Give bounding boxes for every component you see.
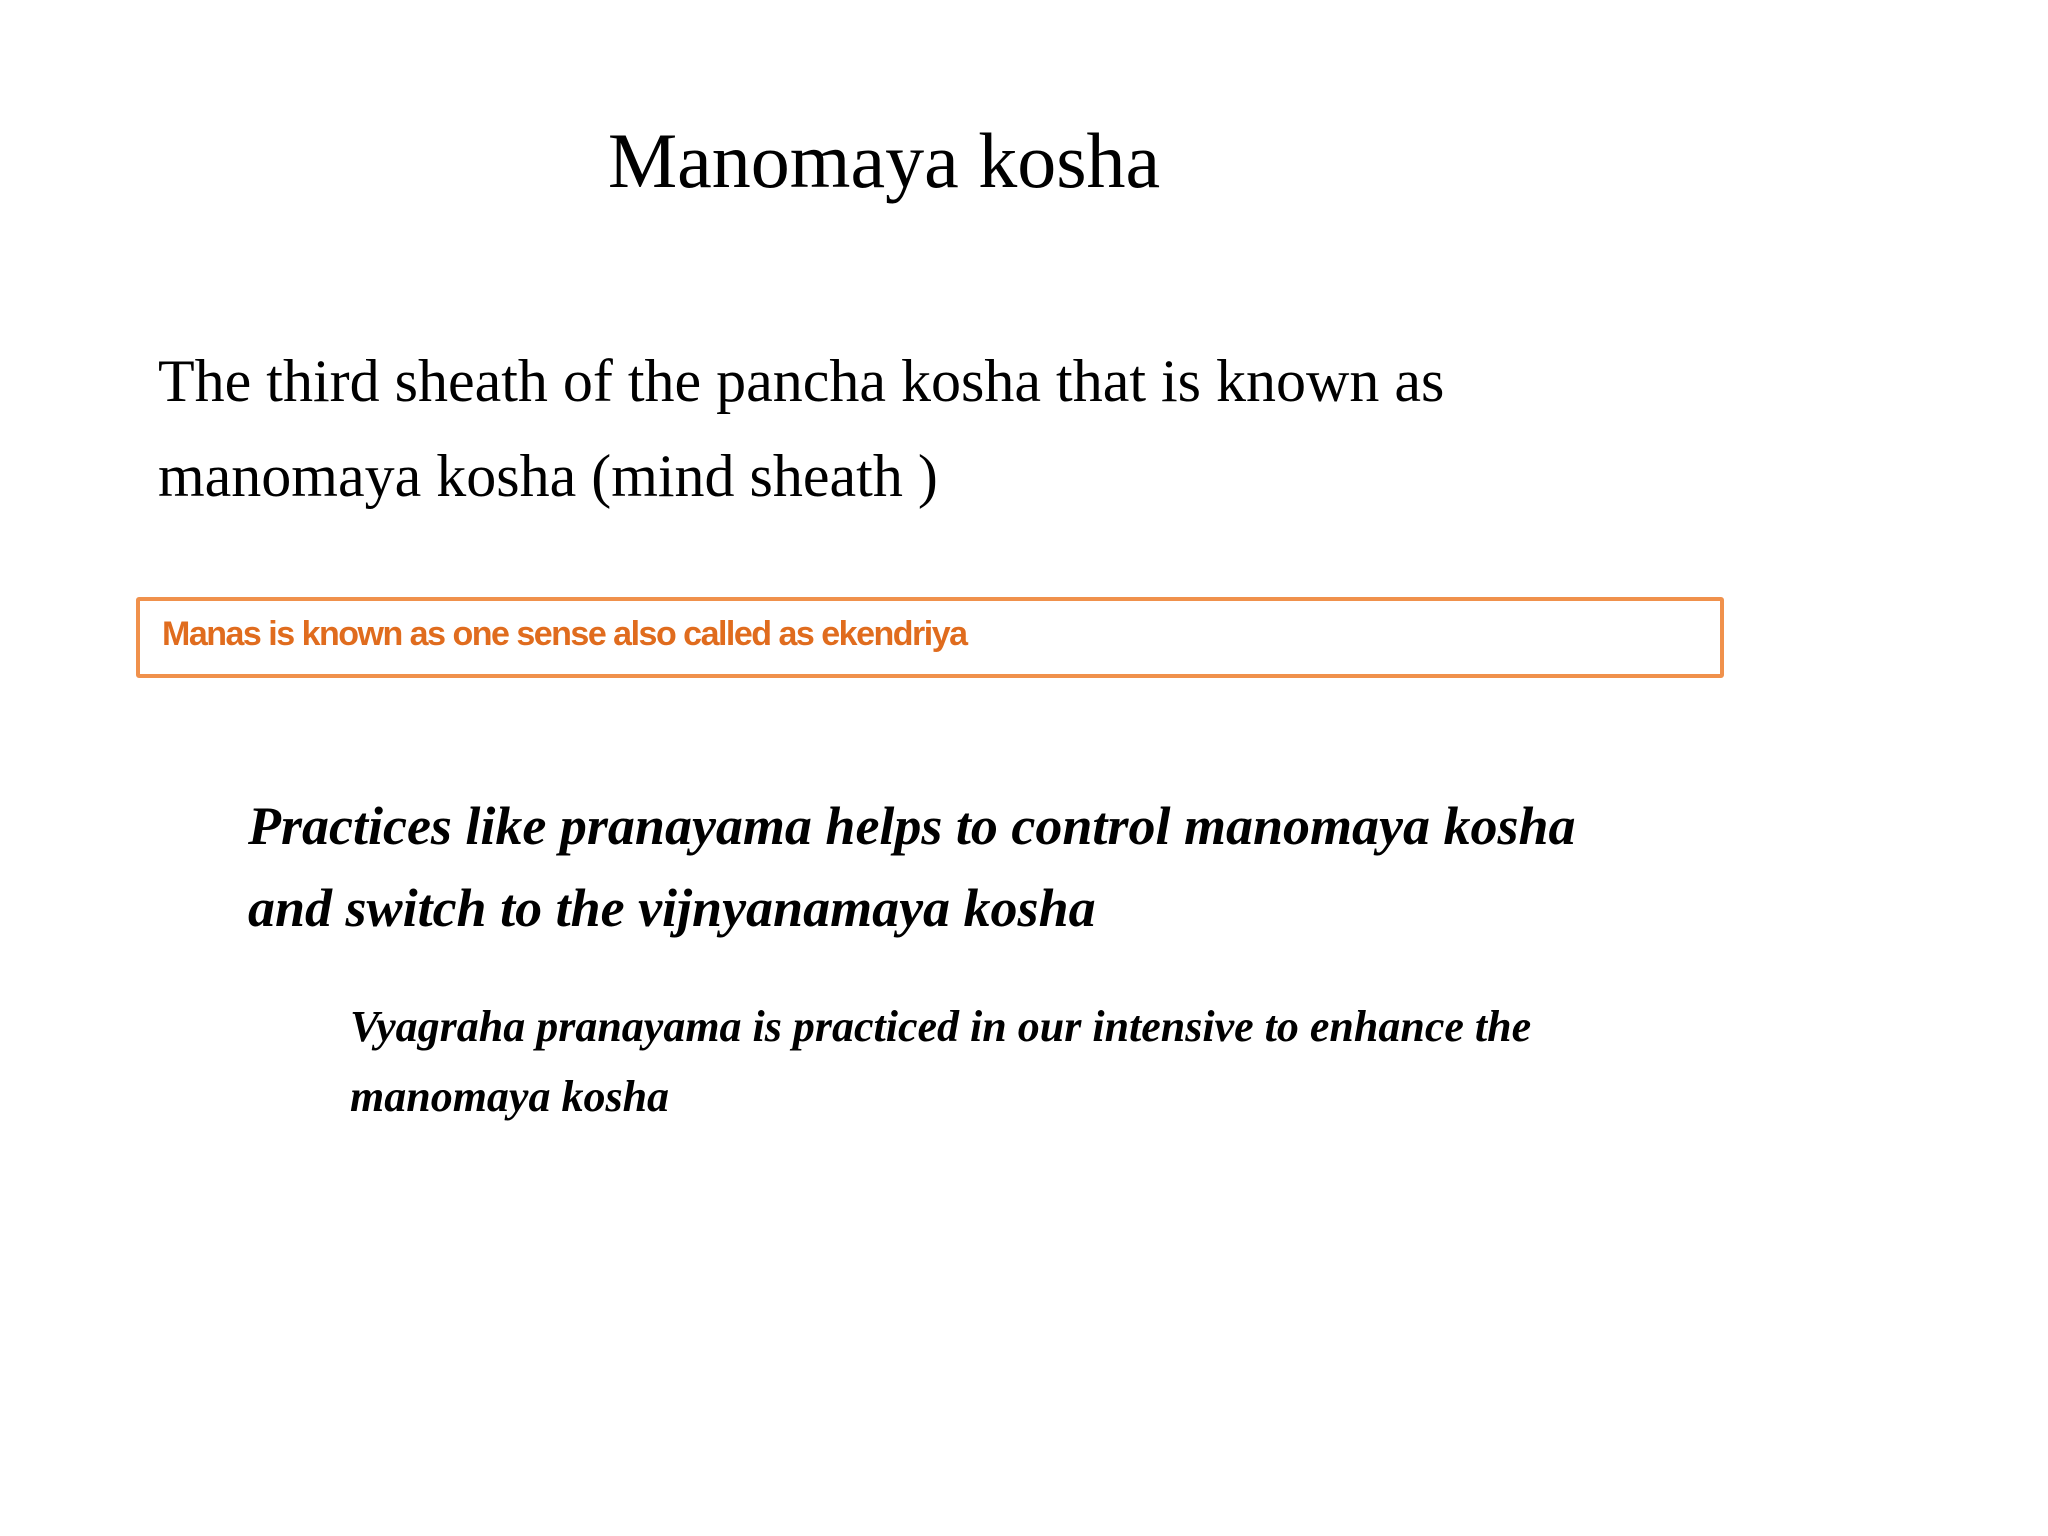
intro-paragraph: The third sheath of the pancha kosha that is known as manomaya kosha (mind sheath ) (158, 348, 1445, 509)
callout-text: Manas is known as one sense also called as ekendriya (162, 615, 967, 653)
slide-title: Manomaya kosha (607, 117, 1161, 204)
callout-box (136, 597, 1724, 678)
practices-paragraph: Practices like pranayama helps to control manomaya kosha and switch to the vijnyanamaya kosha (248, 796, 1576, 938)
vyagraha-paragraph: Vyagraha pranayama is practiced in our intensive to enhance the manomaya kosha (350, 1002, 1532, 1121)
